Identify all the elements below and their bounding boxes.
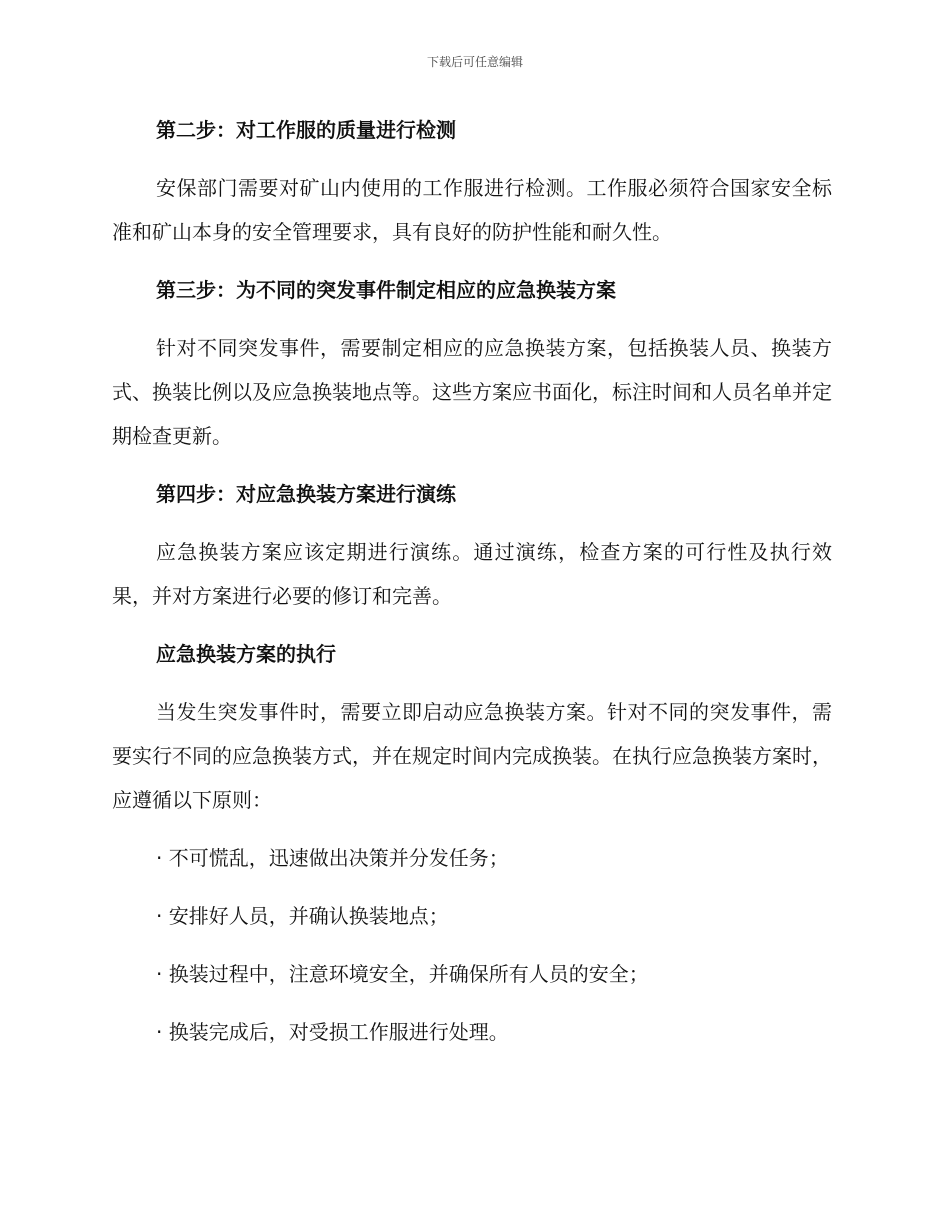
section-paragraph-step-4: 应急换装方案应该定期进行演练。通过演练，检查方案的可行性及执行效果，并对方案进行必要的修订和完善。 — [112, 540, 832, 608]
section-paragraph-step-2: 安保部门需要对矿山内使用的工作服进行检测。工作服必须符合国家安全标准和矿山本身的安全管理要求，具有良好的防护性能和耐久性。 — [112, 176, 832, 244]
list-item: · 安排好人员，并确认换装地点； — [156, 904, 449, 928]
list-item: · 不可慌乱，迅速做出决策并分发任务； — [156, 846, 509, 870]
section-heading-step-2: 第二步：对工作服的质量进行检测 — [156, 118, 456, 142]
section-heading-execution: 应急换装方案的执行 — [156, 642, 336, 666]
list-item: · 换装完成后，对受损工作服进行处理。 — [156, 1020, 509, 1044]
section-heading-step-4: 第四步：对应急换装方案进行演练 — [156, 482, 456, 506]
section-paragraph-step-3: 针对不同突发事件，需要制定相应的应急换装方案，包括换装人员、换装方式、换装比例以及应急换装地点等。这些方案应书面化，标注时间和人员名单并定期检查更新。 — [112, 336, 832, 448]
section-heading-step-3: 第三步：为不同的突发事件制定相应的应急换装方案 — [156, 278, 616, 302]
page-header: 下载后可任意编辑 — [426, 55, 523, 69]
document-body — [112, 108, 832, 1068]
section-paragraph-execution: 当发生突发事件时，需要立即启动应急换装方案。针对不同的突发事件，需要实行不同的应急换装方式，并在规定时间内完成换装。在执行应急换装方案时，应遵循以下原则： — [112, 700, 832, 812]
list-item: · 换装过程中，注意环境安全，并确保所有人员的安全； — [156, 962, 649, 986]
